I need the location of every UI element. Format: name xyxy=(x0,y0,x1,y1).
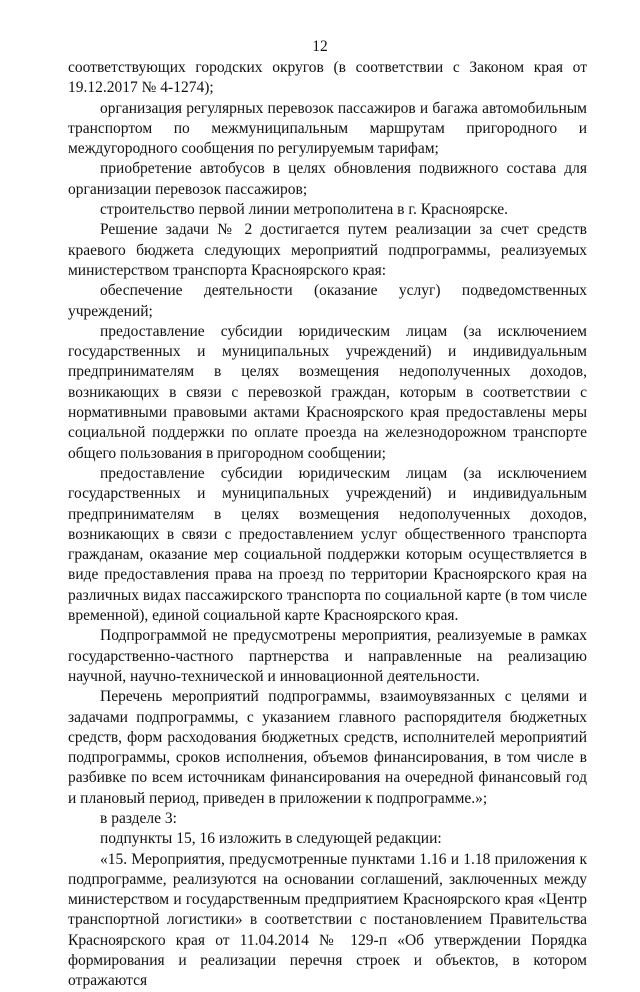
paragraph: предоставление субсидии юридическим лицам (за исключением государственных и муниципальных учреждений) и индивидуальным предпринимателям в целях возмещения недополученных доходов, возникающих в связи с предоставлением услуг общественного транспорта гражданам, оказание мер социальной поддержки которым осуществляется в виде предоставления права на проезд по территории Красноярского края на различных видах пассажирского транспорта по социальной карте (в том числе временной), единой социальной карте Красноярского края. xyxy=(68,464,587,625)
paragraph: строительство первой линии метрополитена в г. Красноярске. xyxy=(100,201,508,219)
document-body xyxy=(68,58,587,992)
paragraph: организация регулярных перевозок пассажиров и багажа автомобильным транспортом по межмуниципальным маршрутам пригородного и междугородного сообщения по регулируемым тарифам; xyxy=(68,99,587,158)
paragraph: Решение задачи № 2 достигается путем реализации за счет средств краевого бюджета следующих мероприятий подпрограммы, реализуемых министерством транспорта Красноярского края: xyxy=(68,221,587,279)
paragraph: «15. Мероприятия, предусмотренные пунктами 1.16 и 1.18 приложения к подпрограмме, реализуются на основании соглашений, заключенных между министерством и государственным предприятием Красноярского края «Центр транспортной логистики» в соответствии с постановлением Правительства Красноярского края от 11.04.2014 № 129-п «Об утверждении Порядка формирования и реализации перечня строек и объектов, в котором отражаются xyxy=(68,850,587,990)
paragraph: Перечень мероприятий подпрограммы, взаимоувязанных с целями и задачами подпрограммы, с указанием главного распорядителя бюджетных средств, форм расходования бюджетных средств, исполнителей мероприятий подпрограммы, сроков исполнения, объемов финансирования, в том числе в разбивке по всем источникам финансирования на очередной финансовый год и плановый период, приведен в приложении к подпрограмме.»; xyxy=(68,688,587,807)
paragraph: подпункты 15, 16 изложить в следующей редакции: xyxy=(100,830,442,848)
paragraph: обеспечение деятельности (оказание услуг) подведомственных учреждений; xyxy=(68,282,587,320)
paragraph: приобретение автобусов в целях обновления подвижного состава для организации перевозок пассажиров; xyxy=(68,160,587,198)
paragraph: соответствующих городских округов (в соответствии с Законом края от 19.12.2017 № 4-1274); xyxy=(68,59,587,97)
paragraph: в разделе 3: xyxy=(100,809,177,827)
paragraph: Подпрограммой не предусмотрены мероприятия, реализуемые в рамках государственно-частного партнерства и направленные на реализацию научной, научно-технической и инновационной деятельности. xyxy=(68,627,587,685)
page-number: 12 xyxy=(312,38,328,55)
paragraph: предоставление субсидии юридическим лицам (за исключением государственных и муниципальных учреждений) и индивидуальным предпринимателям в целях возмещения недополученных доходов, возникающих в связи с перевозкой граждан, которым в соответствии с нормативными правовыми актами Красноярского края предоставлены меры социальной поддержки по оплате проезда на железнодорожном транспорте общего пользования в пригородном сообщении; xyxy=(68,322,587,462)
